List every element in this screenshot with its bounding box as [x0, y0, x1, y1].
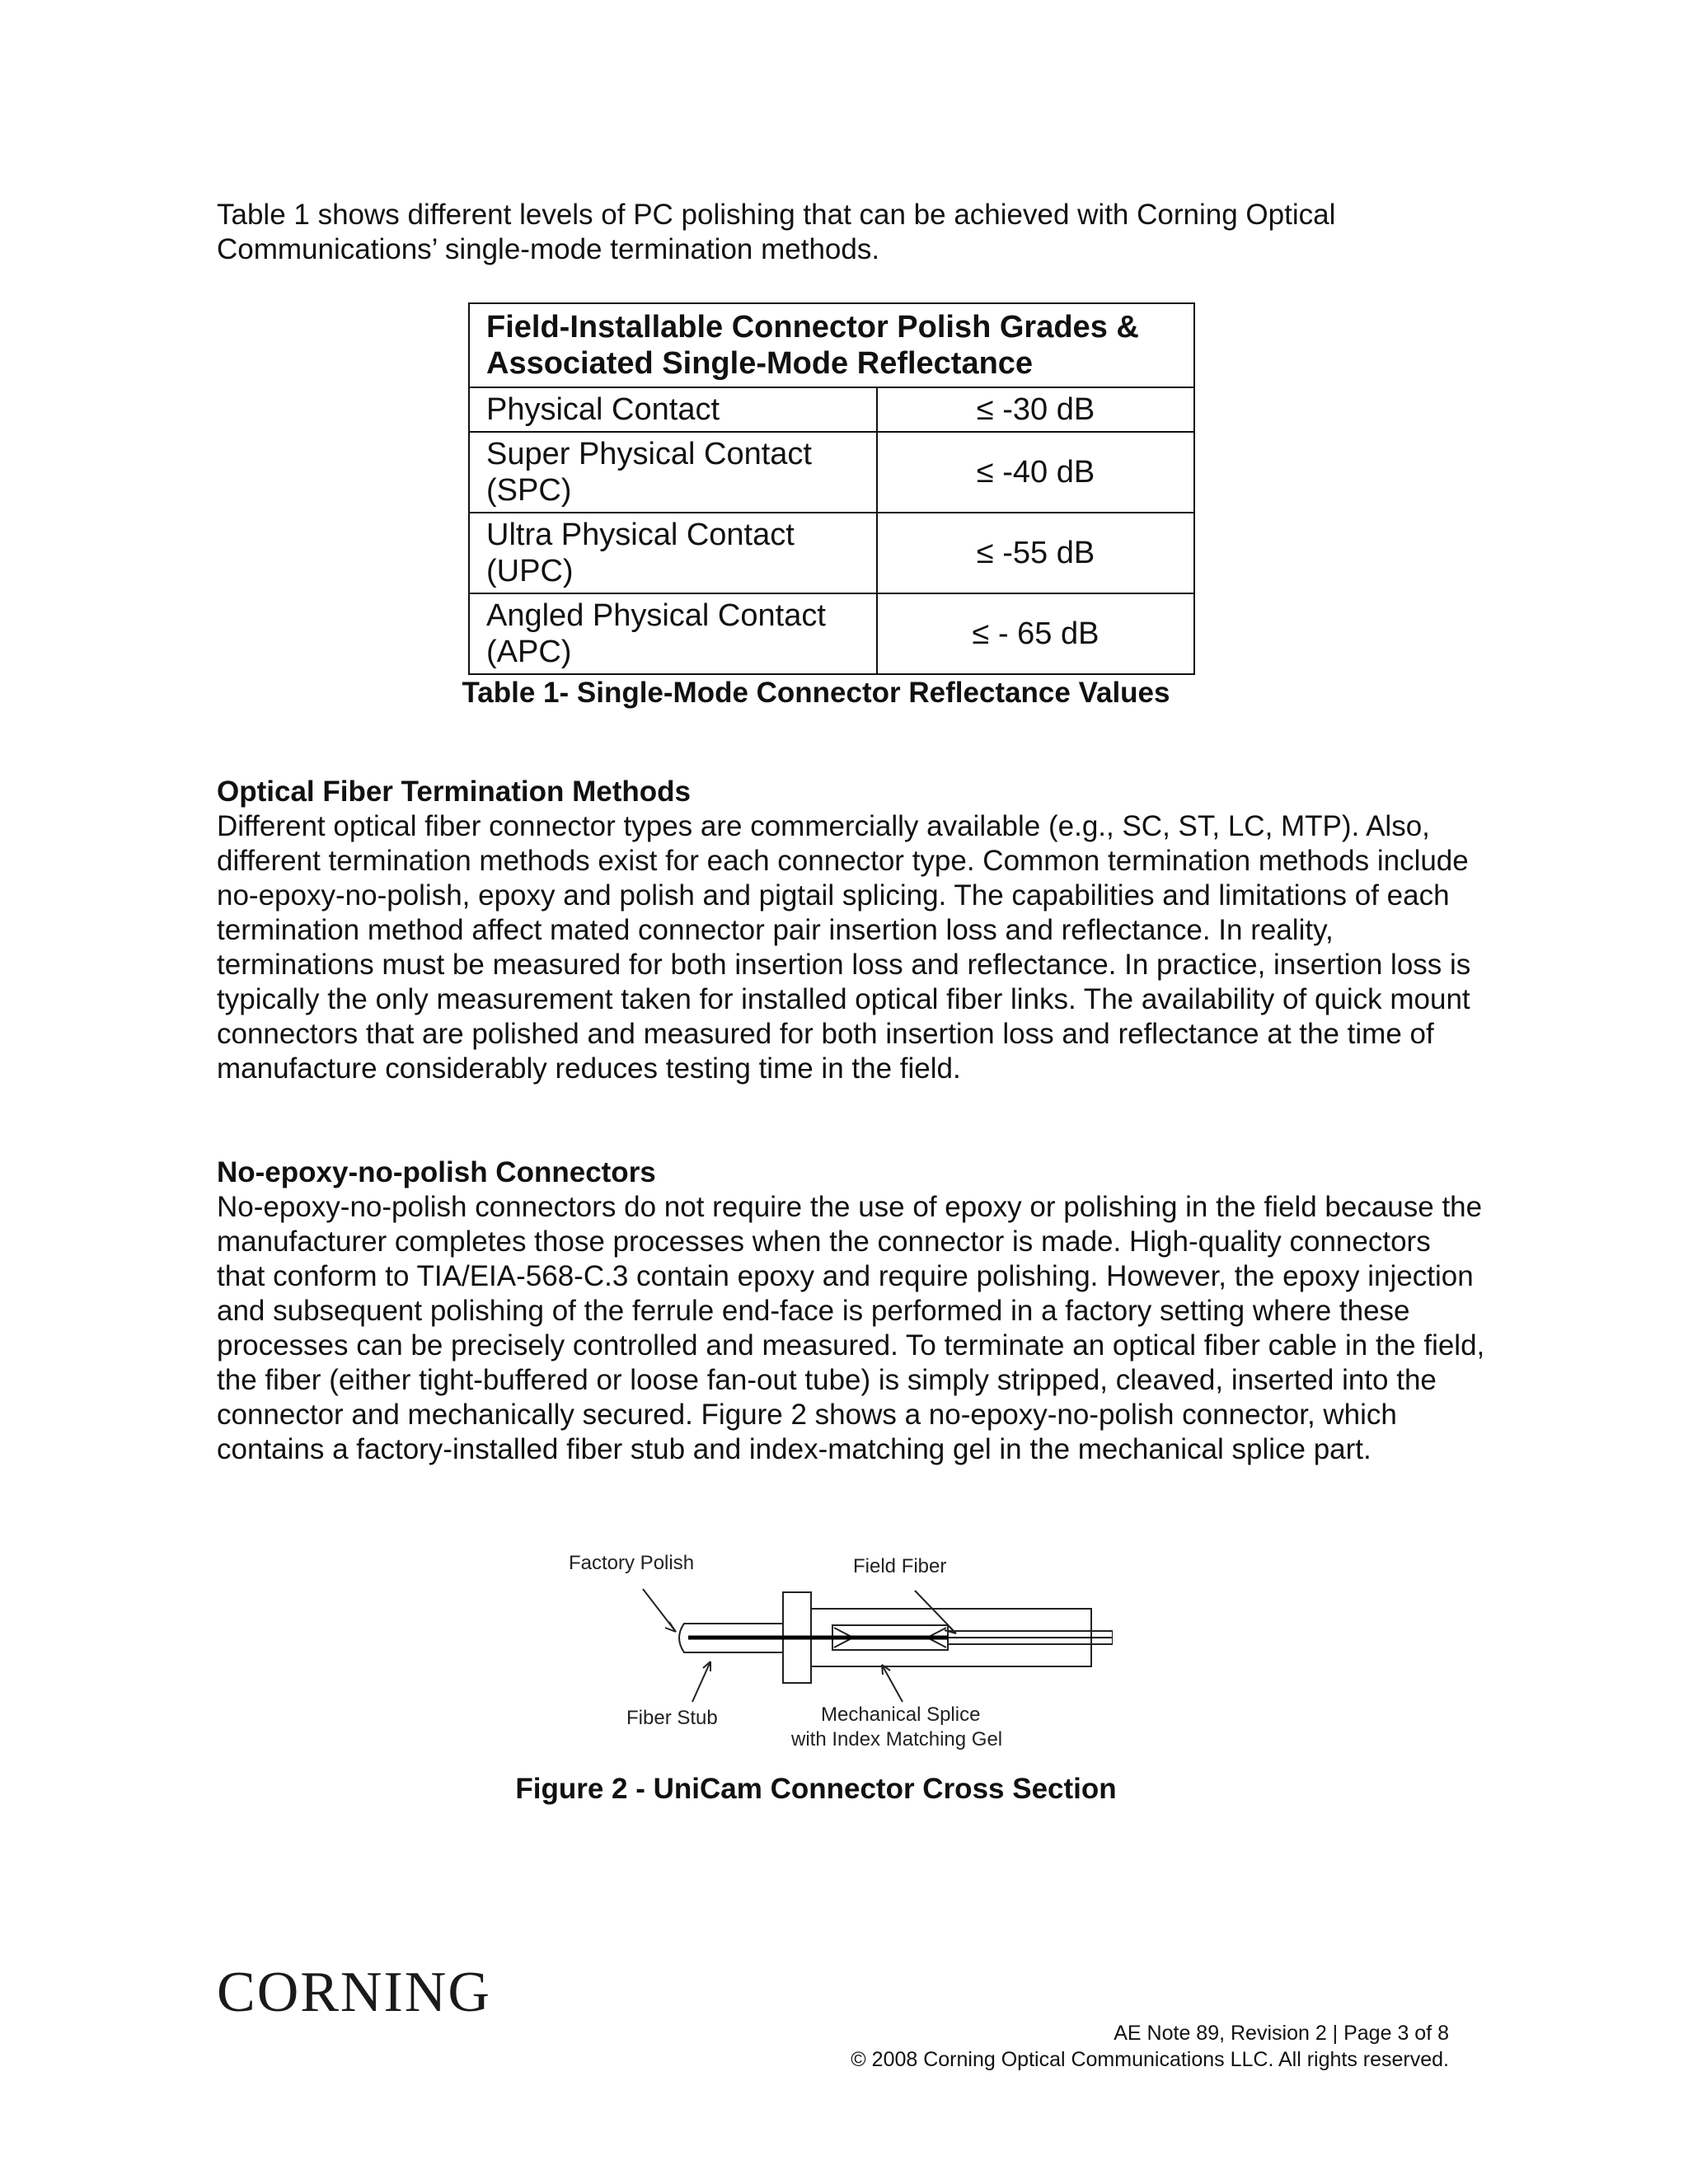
label-factory-polish: Factory Polish	[569, 1552, 695, 1574]
connector-cross-section-diagram	[569, 1549, 1113, 1764]
table-row	[469, 387, 1194, 432]
table-row	[469, 593, 1194, 674]
section-body: Different optical fiber connector types are commercially available (e.g., SC, ST, LC, MTP). Also, different termination methods exist for each connector type. Common termination methods include no-epoxy-no-polish, epoxy and polish and pigtail splicing. The capabilities and limitations of each termination method affect mated connector pair insertion loss and reflectance. In reality, terminations must be measured for both insertion loss and reflectance. In practice, insertion loss is typically the only measurement taken for installed optical fiber links. The availability of quick mount connectors that are polished and measured for both insertion loss and reflectance at the time of manufacture considerably reduces testing time in the field.	[217, 810, 1471, 1085]
row-value: ≤ -55 dB	[877, 513, 1194, 593]
footer-copyright: © 2008 Corning Optical Communications LLC. All rights reserved.	[851, 2048, 1449, 2071]
label-index-matching-gel: with Index Matching Gel	[791, 1728, 1003, 1750]
table-caption: Table 1- Single-Mode Connector Reflectance Values	[462, 677, 1170, 709]
section-heading: No-epoxy-no-polish Connectors	[217, 1156, 656, 1188]
table-header-row	[469, 303, 1194, 387]
table-header: Field-Installable Connector Polish Grades & Associated Single-Mode Reflectance	[469, 303, 1194, 387]
reflectance-table	[468, 302, 1195, 675]
section-heading: Optical Fiber Termination Methods	[217, 776, 691, 808]
row-label: Physical Contact	[469, 387, 877, 432]
row-label: Super Physical Contact (SPC)	[469, 432, 877, 513]
label-fiber-stub: Fiber Stub	[626, 1707, 718, 1729]
row-value: ≤ -40 dB	[877, 432, 1194, 513]
row-label: Angled Physical Contact (APC)	[469, 593, 877, 674]
row-value: ≤ -30 dB	[877, 387, 1194, 432]
label-mechanical-splice: Mechanical Splice	[821, 1704, 981, 1726]
table-row	[469, 432, 1194, 513]
section-body: No-epoxy-no-polish connectors do not require the use of epoxy or polishing in the field because the manufacturer completes those processes when the connector is made. High-quality connectors that conform to TIA/EIA-568-C.3 contain epoxy and require polishing. However, the epoxy injection and subsequent polishing of the ferrule end-face is performed in a factory setting where these processes can be precisely controlled and measured. To terminate an optical fiber cable in the field, the fiber (either tight-buffered or loose fan-out tube) is simply stripped, cleaved, inserted into the connector and mechanically secured. Figure 2 shows a no-epoxy-no-polish connector, which contains a factory-installed fiber stub and index-matching gel in the mechanical splice part.	[217, 1191, 1485, 1465]
section-nepl	[217, 1155, 1486, 1467]
table-row	[469, 513, 1194, 593]
figure-caption: Figure 2 - UniCam Connector Cross Section	[515, 1773, 1117, 1805]
row-value: ≤ - 65 dB	[877, 593, 1194, 674]
corning-logo: CORNING	[217, 1961, 491, 2024]
footer-note: AE Note 89, Revision 2 | Page 3 of 8	[1114, 2022, 1449, 2045]
section-termination	[217, 775, 1486, 1086]
leader-line	[882, 1665, 903, 1702]
label-field-fiber: Field Fiber	[853, 1555, 947, 1577]
intro-paragraph: Table 1 shows different levels of PC polishing that can be achieved with Corning Optical Communications’ single-mode termination methods.	[217, 199, 1336, 265]
leader-line	[692, 1661, 710, 1702]
row-label: Ultra Physical Contact (UPC)	[469, 513, 877, 593]
